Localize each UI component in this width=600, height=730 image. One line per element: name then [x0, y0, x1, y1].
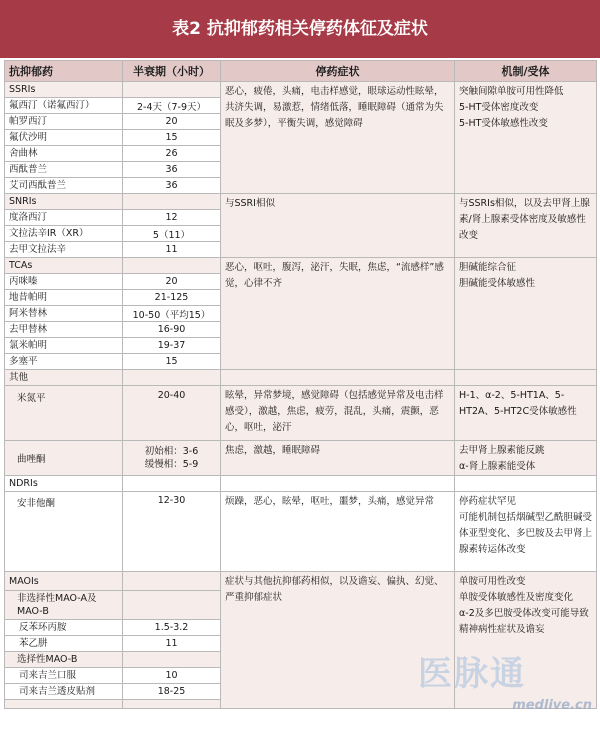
- watermark-url: medlive.cn: [512, 698, 592, 713]
- category-ssri: SSRIs: [5, 82, 123, 98]
- half-life: 19-37: [123, 338, 221, 354]
- maoi-subgroup: 选择性MAO-B: [5, 652, 123, 668]
- drug-name: 安非他酮: [5, 492, 123, 572]
- drug-name: 多塞平: [5, 354, 123, 370]
- drug-name: 阿米替林: [5, 306, 123, 322]
- category-maoi: MAOIs: [5, 572, 123, 591]
- symptoms-ndri: 烦躁，恶心，眩晕，呕吐，噩梦，头痛，感觉异常: [221, 492, 455, 572]
- half-life: 15: [123, 130, 221, 146]
- drug-name: 司来吉兰透皮贴剂: [5, 684, 123, 700]
- drug-name: 苯乙肼: [5, 636, 123, 652]
- mechanism-tca: [455, 258, 597, 370]
- mechanism-ssri: [455, 82, 597, 194]
- half-life: 15: [123, 354, 221, 370]
- half-life: 12: [123, 210, 221, 226]
- category-snri: SNRIs: [5, 194, 123, 210]
- half-life: 20-40: [123, 386, 221, 441]
- half-life: 2-4天（7-9天）: [123, 98, 221, 114]
- symptoms-ssri: 恶心，疲倦，头痛，电击样感觉，眼球运动性眩晕，共济失调，易激惹，情绪低落，睡眠障碍（通常为失眠及多梦），平衡失调，感觉障碍: [221, 82, 455, 194]
- mechanism-line: 胆碱能受体敏感性: [459, 278, 536, 289]
- half-life: 36: [123, 162, 221, 178]
- half-life: 10-50（平均15）: [123, 306, 221, 322]
- drug-name: 去甲文拉法辛: [5, 242, 123, 258]
- half-life: 11: [123, 242, 221, 258]
- mechanism-line: 单胺可用性改变: [459, 576, 526, 587]
- half-life: 1.5-3.2: [123, 620, 221, 636]
- drug-name: 舍曲林: [5, 146, 123, 162]
- drug-name: 氟西汀（诺氟西汀）: [5, 98, 123, 114]
- maoi-subgroup: 非选择性MAO-A及MAO-B: [5, 591, 123, 620]
- half-life: 21-125: [123, 290, 221, 306]
- half-life: 36: [123, 178, 221, 194]
- header-mechanism: 机制/受体: [455, 61, 597, 82]
- mechanism-line: 5-HT受体敏感性改变: [459, 118, 548, 129]
- drug-name: 氟伏沙明: [5, 130, 123, 146]
- mechanism-line: α-肾上腺素能受体: [459, 461, 536, 472]
- half-life-line: 缓慢相：5-9: [144, 459, 199, 470]
- half-life: 20: [123, 114, 221, 130]
- half-life-line: 初始相：3-6: [144, 446, 199, 457]
- drug-name: 度洛西汀: [5, 210, 123, 226]
- half-life: 26: [123, 146, 221, 162]
- drug-name: 反苯环丙胺: [5, 620, 123, 636]
- category-other: 其他: [5, 370, 123, 386]
- mechanism-line: 胆碱能综合征: [459, 262, 517, 273]
- half-life: [123, 441, 221, 476]
- mechanism-trazodone: [455, 441, 597, 476]
- drug-name: 文拉法辛IR（XR）: [5, 226, 123, 242]
- drug-name: 帕罗西汀: [5, 114, 123, 130]
- mechanism-ndri: [455, 492, 597, 572]
- drug-name: 司来吉兰口服: [5, 668, 123, 684]
- symptoms-snri: 与SSRI相似: [221, 194, 455, 258]
- half-life: 11: [123, 636, 221, 652]
- symptoms-trazodone: 焦虑，激越，睡眠障碍: [221, 441, 455, 476]
- drug-name: 丙咪嗪: [5, 274, 123, 290]
- header-row: [5, 61, 597, 82]
- header-half-life: 半衰期（小时）: [123, 61, 221, 82]
- category-ndri: NDRIs: [5, 476, 123, 492]
- mechanism-line: 可能机制包括烟碱型乙酰胆碱受体亚型变化、多巴胺及去甲肾上腺素转运体改变: [459, 512, 593, 555]
- mechanism-line: 停药症状罕见: [459, 496, 517, 507]
- symptoms-tca: 恶心，呕吐，腹泻，泌汗，失眠，焦虑，“流感样”感觉，心律不齐: [221, 258, 455, 370]
- drug-name: 曲唑酮: [5, 441, 123, 476]
- symptoms-mirtazapine: 眩晕，异常梦境，感觉障碍（包括感觉异常及电击样感受），激越，焦虑，疲劳，混乱，头痛，震颤，恶心，呕吐，泌汗: [221, 386, 455, 441]
- drug-name: 氯米帕明: [5, 338, 123, 354]
- drug-name: 去甲替林: [5, 322, 123, 338]
- watermark-logo: 医脉通: [418, 654, 526, 694]
- mechanism-mirtazapine: H-1、α-2、5-HT1A、5-HT2A、5-HT2C受体敏感性: [455, 386, 597, 441]
- half-life: 20: [123, 274, 221, 290]
- mechanism-line: 单胺受体敏感性及密度变化: [459, 592, 574, 603]
- header-drug: 抗抑郁药: [5, 61, 123, 82]
- half-life: 12-30: [123, 492, 221, 572]
- half-life: 5（11）: [123, 226, 221, 242]
- drug-name: 西酞普兰: [5, 162, 123, 178]
- half-life: 18-25: [123, 684, 221, 700]
- mechanism-maoi: [455, 572, 597, 709]
- mechanism-line: 5-HT受体密度改变: [459, 102, 539, 113]
- table-title: 表2 抗抑郁药相关停药体征及症状: [0, 0, 600, 58]
- mechanism-line: 去甲肾上腺素能反跳: [459, 445, 545, 456]
- header-symptoms: 停药症状: [221, 61, 455, 82]
- symptoms-maoi: 症状与其他抗抑郁药相似，以及谵妄、偏执、幻觉、严重抑郁症状: [221, 572, 455, 709]
- withdrawal-table: [4, 60, 597, 709]
- drug-name: 米氮平: [5, 386, 123, 441]
- mechanism-line: 突触间隙单胺可用性降低: [459, 86, 564, 97]
- drug-name: 地昔帕明: [5, 290, 123, 306]
- category-tca: TCAs: [5, 258, 123, 274]
- half-life: 10: [123, 668, 221, 684]
- mechanism-line: α-2及多巴胺受体改变可能导致精神病性症状及谵妄: [459, 608, 589, 635]
- drug-name: 艾司西酞普兰: [5, 178, 123, 194]
- mechanism-snri: 与SSRIs相似，以及去甲肾上腺素/肾上腺素受体密度及敏感性改变: [455, 194, 597, 258]
- half-life: 16-90: [123, 322, 221, 338]
